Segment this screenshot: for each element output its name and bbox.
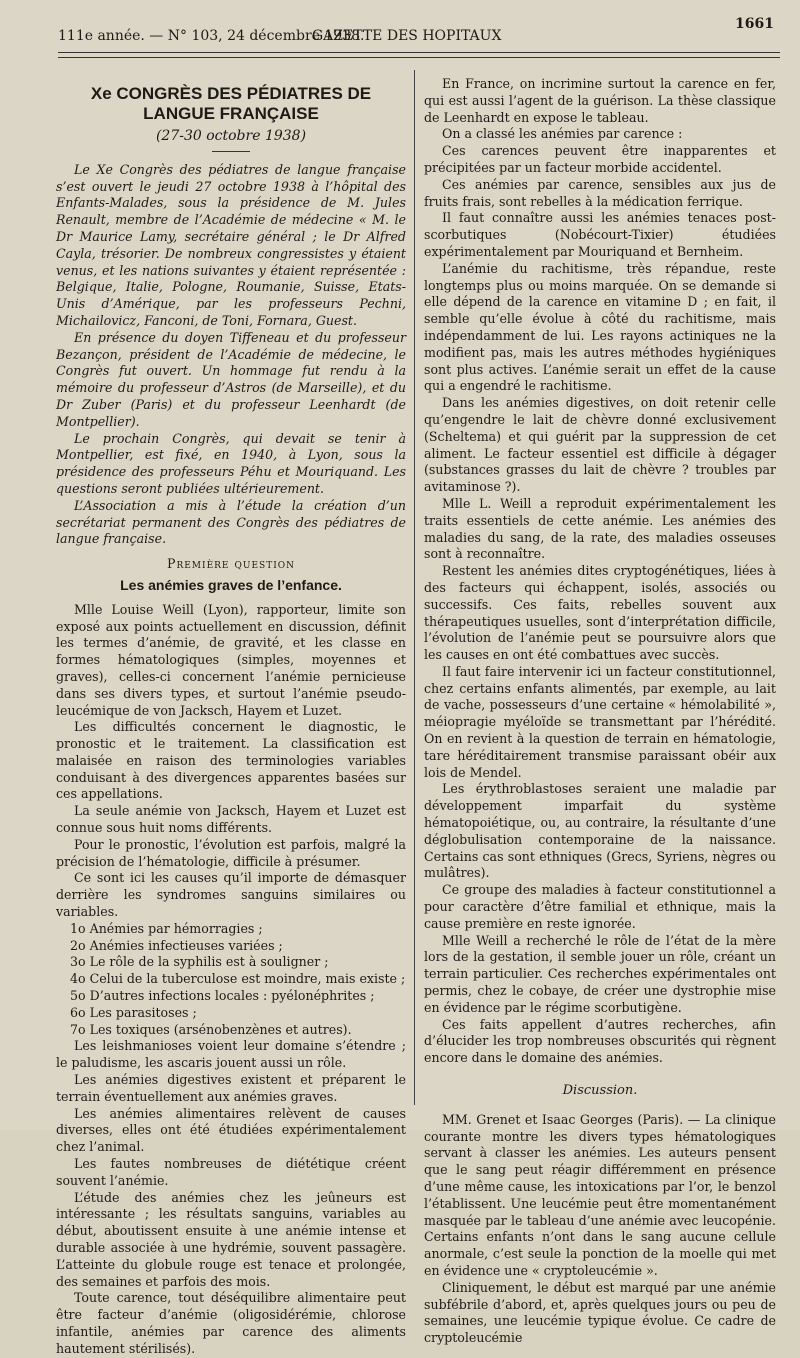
paragraph: Les leishmanioses voient leur domaine s’étendre ; le paludisme, les ascaris jouent aussi un rôle.: [56, 1038, 406, 1071]
paragraph: Restent les anémies dites cryptogénétiques, liées à des facteurs qui échappent, isolés, associés ou successifs. Ces faits, rebelles souvent aux thérapeutiques usuelles, sont d’interprétation difficile, l’évolution de l’anémie peut se poursuivre alors que les causes en ont été combattues avec succès.: [424, 563, 776, 663]
paragraph: Mlle L. Weill a reproduit expérimentalement les traits essentiels de cette anémie. Les anémies des maladies du sang, de la rate, des maladies osseuses sont à reconnaître.: [424, 495, 776, 562]
header-rule: [58, 52, 780, 53]
page-header: [58, 16, 780, 50]
paragraph: Ces anémies par carence, sensibles aux jus de fruits frais, sont rebelles à la médication ferrique.: [424, 176, 776, 209]
paragraph: L’étude des anémies chez les jeûneurs est intéressante ; les résultats sanguins, variables au début, aboutissent ensuite à une anémie intense et durable associée à une hydrémie, souvent passagère. L’atteinte du globule rouge est tenace et prolongée, des semaines et parfois des mois.: [56, 1189, 406, 1289]
left-column: [56, 76, 406, 1358]
cause-list: [56, 921, 406, 1039]
congress-dates: (27-30 octobre 1938): [155, 128, 307, 144]
paragraph: Les anémies digestives existent et préparent le terrain éventuellement aux anémies graves.: [56, 1072, 406, 1104]
discussion-heading: Discussion.: [562, 1083, 638, 1099]
congress-title: Xe CONGRÈS DES PÉDIATRES DE LANGUE FRANÇAISE: [90, 84, 372, 123]
paragraph: Les difficultés concernent le diagnostic, le pronostic et le traitement. La classification est malaisée en raison des terminologies variables conduisant à des divergences apparentes basées sur ces appellations.: [56, 719, 406, 802]
paragraph: Les fautes nombreuses de diététique créent souvent l’anémie.: [56, 1156, 406, 1188]
list-item: 3o Le rôle de la syphilis est à souligner ;: [70, 954, 329, 970]
paragraph: La seule anémie von Jacksch, Hayem et Luzet est connue sous huit noms différents.: [56, 803, 406, 836]
paragraph: Le prochain Congrès, qui devait se tenir à Montpellier, est fixé, en 1940, à Lyon, sous la présidence des professeurs Péhu et Mouriquand. Les questions seront publiées ultérieurement.: [56, 430, 406, 496]
paragraph: Le Xe Congrès des pédiatres de langue française s’est ouvert le jeudi 27 octobre 1938 à l’hôpital des Enfants-Malades, sous la présidence de M. Jules Renault, membre de l’Académie de médecine « M. le Dr Maurice Lamy, secrétaire général ; le Dr Alfred Cayla, trésorier. De nombreux congressistes y étaient venus, et les nations suivantes y étaient représentée : Belgique, Italie, Pologne, Roumanie, Suisse, Etats-Unis d’Amérique, par les professeurs Pechni, Michailovicz, Fanconi, de Toni, Fornara, Guest.: [56, 161, 406, 328]
list-item: 6o Les parasitoses ;: [70, 1004, 197, 1020]
paragraph: Ces carences peuvent être inapparentes et précipitées par un facteur morbide accidentel.: [424, 143, 776, 175]
list-item: 4o Celui de la tuberculose est moindre, mais existe ;: [70, 971, 406, 987]
title-rule: [212, 151, 250, 152]
page-number: 1661: [735, 16, 774, 32]
list-item: 7o Les toxiques (arsénobenzènes et autres).: [70, 1021, 352, 1037]
paragraph: En présence du doyen Tiffeneau et du professeur Bezançon, président de l’Académie de médecine, le Congrès fut ouvert. Un hommage fut rendu à la mémoire du professeur d’Astros (de Marseille), et du Dr Zuber (Paris) et du professeur Leenhardt (de Montpellier).: [56, 329, 406, 429]
section-heading: Première question: [166, 556, 296, 572]
column-divider: [414, 70, 415, 1105]
paragraph: Il faut faire intervenir ici un facteur constitutionnel, chez certains enfants alimentés, par exemple, au lait de vache, possesseurs d’une certaine « hémolabilité », méiopragie myéloïde se transmettant par l’hérédité. On en revient à la question de terrain en hématologie, tare héréditairement transmise paraissant obéir aux lois de Mendel.: [424, 663, 776, 780]
paragraph: Les érythroblastoses seraient une maladie par développement imparfait du système hématopoiétique, ou, au contraire, la résultante d’une déglobulisation contemporaine de la naissance. Certains cas sont ethniques (Grecs, Syriens, nègres ou mulâtres).: [424, 781, 776, 881]
paragraph: MM. Grenet et Isaac Georges (Paris). — La clinique courante montre les divers types hématologiques servant à classer les anémies. Les auteurs pensent que le sang peut réagir différemment en présence d’une même cause, les intoxications par l’or, le benzol l’établissent. Une leucémie peut être momentanément masquée par le tableau d’une anémie avec leucopénie. Certains enfants n’ont dans le sang aucune cellule anormale, c’est seule la ponction de la moelle qui met en évidence une « cryptoleucémie ».: [424, 1111, 776, 1278]
paragraph: Mlle Louise Weill (Lyon), rapporteur, limite son exposé aux points actuellement en discussion, définit les termes d’anémie, de gravité, et les classe en formes hématologiques (simples, moyennes et graves), celles-ci concernent l’anémie pernicieuse dans ses divers types, et surtout l’anémie pseudo-leucémique de von Jacksch, Hayem et Luzet.: [56, 601, 406, 718]
paragraph: Mlle Weill a recherché le rôle de l’état de la mère lors de la gestation, il semble jouer un rôle, créant un terrain particulier. Ces recherches expérimentales ont permis, chez le cobaye, de créer une dystrophie mise en évidence par le régime scorbutigène.: [424, 932, 776, 1015]
paragraph: Cliniquement, le début est marqué par une anémie subfébrile d’abord, et, après quelques jours ou peu de semaines, une leucémie typique évolue. Ce cadre de cryptoleucémie: [424, 1279, 776, 1346]
list-item: 5o D’autres infections locales : pyélonéphrites ;: [70, 988, 375, 1004]
paragraph: Il faut connaître aussi les anémies tenaces post-scorbutiques (Nobécourt-Tixier) étudiées expérimentalement par Mouriquand et Bernheim.: [424, 210, 776, 259]
paragraph: Pour le pronostic, l’évolution est parfois, malgré la précision de l’hématologie, difficile à présumer.: [56, 836, 406, 869]
section-subtitle: Les anémies graves de l’enfance.: [120, 576, 342, 593]
issue-info: 111e année. — N° 103, 24 décembre 1938.: [58, 28, 365, 44]
publication-title: GAZETTE DES HOPITAUX: [312, 28, 502, 44]
paragraph: On a classé les anémies par carence :: [442, 126, 683, 142]
paragraph: L’anémie du rachitisme, très répandue, reste longtemps plus ou moins marquée. On se demande si elle dépend de la carence en vitamine D ; en fait, il semble qu’elle évolue à côté du rachitisme, mais indépendamment de lui. Les rayons actiniques ne la modifient pas, mais les autres méthodes hygiéniques sont plus actives. L’anémie serait un effet de la cause qui a engendré le rachitisme.: [424, 260, 776, 394]
list-item: 1o Anémies par hémorragies ;: [70, 920, 263, 936]
paragraph: Dans les anémies digestives, on doit retenir celle qu’engendre le lait de chèvre donné exclusivement (Scheltema) et qui guérit par la suppression de cet aliment. Le facteur essentiel est difficile à dégager (substances grasses du lait de chèvre ? troubles par avitaminose ?).: [424, 395, 776, 495]
paragraph: Ce groupe des maladies à facteur constitutionnel a pour caractère d’être familial et ethnique, mais la cause première en reste ignorée.: [424, 882, 776, 931]
paragraph: Ce sont ici les causes qu’il importe de démasquer derrière les syndromes sanguins similaires ou variables.: [56, 870, 406, 920]
paragraph: Les anémies alimentaires relèvent de causes diverses, elles ont été étudiées expérimentalement chez l’animal.: [56, 1105, 406, 1155]
header-rule-2: [58, 57, 780, 58]
list-item: 2o Anémies infectieuses variées ;: [70, 937, 283, 953]
paragraph: En France, on incrimine surtout la carence en fer, qui est aussi l’agent de la guérison. La thèse classique de Leenhardt en expose le tableau.: [424, 76, 776, 125]
right-column: [424, 76, 776, 1347]
paragraph: Ces faits appellent d’autres recherches, afin d’élucider les trop nombreuses obscurités qui règnent encore dans le domaine des anémies.: [424, 1016, 776, 1066]
paragraph: Toute carence, tout déséquilibre alimentaire peut être facteur d’anémie (oligosidérémie, chlorose infantile, anémies par carence des aliments hautement stérilisés).: [56, 1290, 406, 1356]
paragraph: L’Association a mis à l’étude la création d’un secrétariat permanent des Congrès des pédiatres de langue française.: [56, 497, 406, 547]
